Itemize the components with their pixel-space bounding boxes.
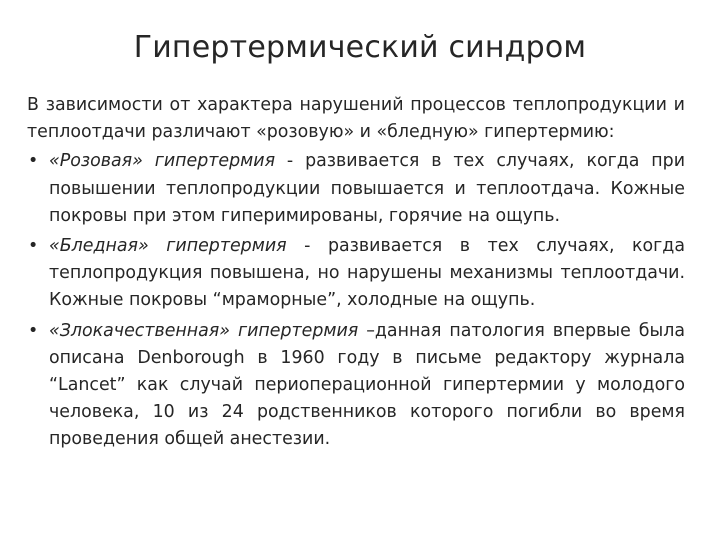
bullet-term: «Розовая» гипертермия	[49, 151, 276, 172]
bullet-list	[27, 148, 685, 453]
bullet-icon: •	[28, 320, 39, 341]
slide-title: Гипертермический синдром	[133, 30, 587, 65]
bullet-icon: •	[28, 236, 39, 257]
intro-paragraph: В зависимости от характера нарушений процессов теплопродукции и теплоотдачи различают «розовую» и «бледную» гипертермию:	[27, 95, 685, 143]
bullet-item-malignant-hyperthermia	[27, 318, 685, 454]
bullet-text: –данная патология впервые была описана Denborough в 1960 году в письме редактору журнала “Lancet” как случай периоперационной гипертермии у молодого человека, 10 из 24 родственников которого погибли во время проведения общей анестезии.	[49, 320, 685, 450]
bullet-term: «Бледная» гипертермия	[49, 236, 287, 257]
bullet-text: - развивается в тех случаях, когда при повышении теплопродукции повышается и теплоотдача. Кожные покровы при этом гиперимированы, горячие на ощупь.	[49, 151, 685, 226]
slide-content	[27, 92, 685, 457]
bullet-text: - развивается в тех случаях, когда теплопродукция повышена, но нарушены механизмы теплоотдачи. Кожные покровы “мраморные”, холодные на ощупь.	[49, 236, 685, 311]
bullet-item-pink-hyperthermia	[27, 148, 685, 230]
bullet-item-pale-hyperthermia	[27, 233, 685, 315]
bullet-term: «Злокачественная» гипертермия	[49, 320, 359, 341]
bullet-icon: •	[28, 151, 39, 172]
